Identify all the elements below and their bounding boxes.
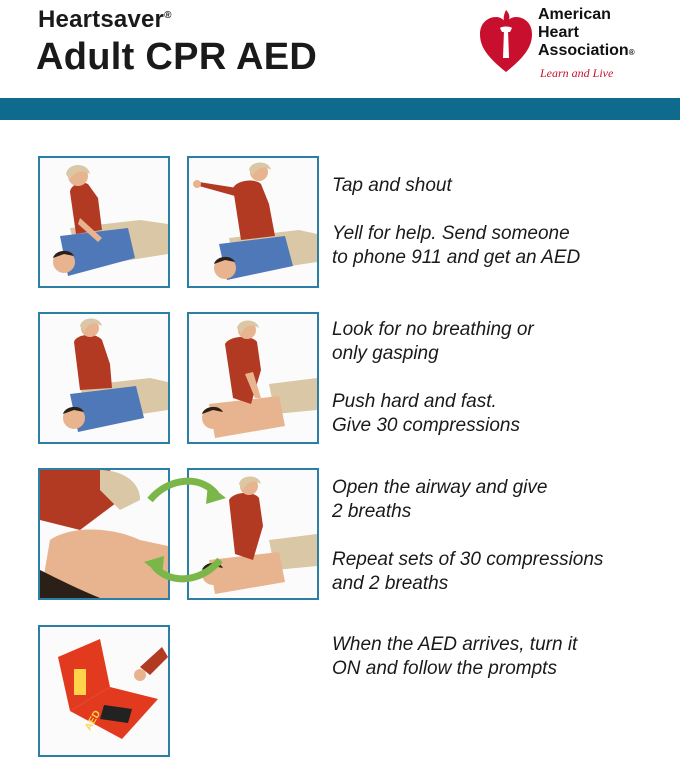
illustration-check-breathing <box>38 312 170 444</box>
illustration-tap-shout <box>38 156 170 288</box>
header-band <box>0 98 680 120</box>
aha-name: American Heart Association® <box>538 6 635 59</box>
illustration-compressions <box>187 312 319 444</box>
step-3-text: Open the airway and give 2 breaths Repeat sets of 30 compressions and 2 breaths <box>332 477 604 594</box>
page-title: Adult CPR AED <box>36 36 318 78</box>
step-1-text: Tap and shout Yell for help. Send someone to phone 911 and get an AED <box>332 175 581 268</box>
illustration-aed-device <box>38 625 170 757</box>
aha-tagline: Learn and Live <box>540 66 614 80</box>
cycle-arrows-icon <box>130 470 240 590</box>
brand-subtitle: Heartsaver® <box>38 6 172 33</box>
illustration-yell-help <box>187 156 319 288</box>
aha-logo <box>478 6 668 86</box>
heart-torch-icon <box>478 6 534 76</box>
aed-label: AED <box>83 708 104 733</box>
step-4-text: When the AED arrives, turn it ON and follow the prompts <box>332 634 578 679</box>
step-2-text: Look for no breathing or only gasping Push hard and fast. Give 30 compressions <box>332 319 534 436</box>
